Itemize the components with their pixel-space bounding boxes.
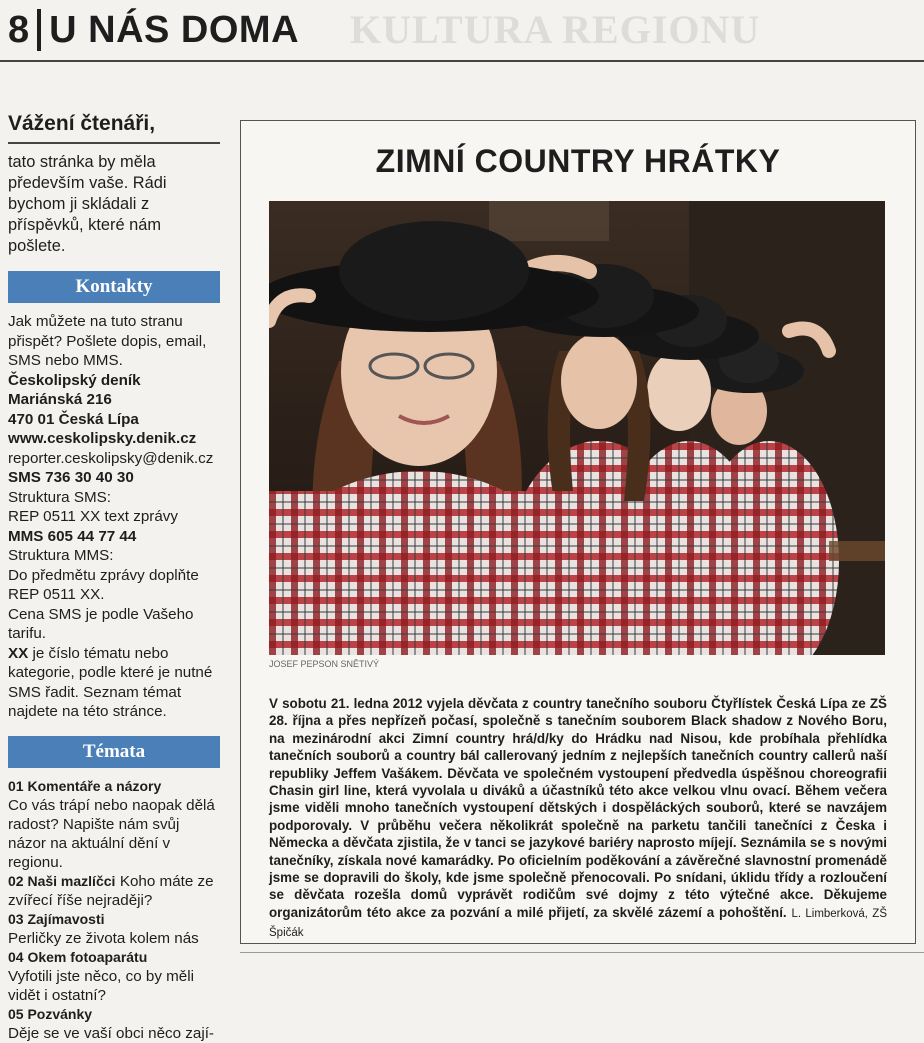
topic-item (8, 872, 220, 910)
contacts-email-link[interactable]: reporter.ceskolipsky@denik.cz (8, 449, 214, 467)
article-body (269, 695, 887, 943)
topic-text: Děje se ve vaší obci něco zají- (8, 1024, 214, 1042)
sms-structure-label: Struktura SMS: (8, 488, 111, 506)
topic-text: Koho máte ze zvířecí říše nejraději? (8, 872, 214, 909)
topic-title: 05 Pozvánky (8, 1005, 93, 1022)
contacts-org: Českolipský deník (8, 371, 141, 389)
photo-credit: JOSEF PEPSON SNĚTIVÝ (269, 659, 380, 669)
bottom-rule (240, 952, 924, 953)
greeting: Vážení čtenáři, (8, 112, 156, 135)
masthead-divider (37, 9, 41, 51)
topic-text: Vyfotili jste něco, co by měli vidět i ostatní? (8, 967, 194, 1004)
price-note: Cena SMS je podle Vašeho tarifu. (8, 605, 194, 642)
topic-title: 04 Okem fotoaparátu (8, 948, 148, 965)
article-body-text: V sobotu 21. ledna 2012 vyjela děvčata z country tanečního souboru Čtyřlístek Česká Lípa ze ZŠ 28. října a přes nepřízeň počasí, společně s tanečním souborem Black shadow z Nového Boru, na mezinárodní akci Zimní country hrá/d/ky do Hrádku nad Nisou, kde probíhala přehlídka tanečních souborů a country bál callerovaný jedním z nejlepších tanečních country callerů naší republiky Jeffem Vašákem. Děvčata ve společném vystoupení předvedla úspěšnou choreografii Chasin girl line, která vyvolala u diváků a účastníků této akce velkou vlnu ovací. Během večera jsme viděli mnoho tanečních vystoupení dětských i dospěláckých souborů, které se navzájem podporovaly. V průběhu večera několikrát společně na parketu tančili tanečníci z Česka i Německa a děvčata zjistila, že v tanci se jazykové bariéry naprosto míjejí. Seznámila se s novými tanečníky, získala nové kamarádky. Po oficielním poděkování a závěrečné slavnostní promenádě jsme se dopravili do školy, kde jsme společně přenocovali. Po snídani, úklidu třídy a rozloučení se děvčata rozešla domů vyprávět rodičům své dojmy z této výtečné akce. Děkujeme organizátorům této akce za pozvání a milé přijetí, za skvělé zázemí a pohoštění. (269, 696, 887, 920)
topic-item (8, 910, 220, 948)
sidebar (8, 112, 220, 1043)
topic-title: 03 Zajímavosti (8, 910, 105, 927)
intro-text: tato stránka by měla především vaše. Rádi bychom ji skládali z příspěvků, které nám pošlete. (8, 153, 167, 255)
topics-heading: Témata (8, 736, 220, 768)
contacts-heading: Kontakty (8, 271, 220, 303)
bleed-through-heading: KULTURA REGIONU (350, 7, 761, 52)
article-photo (269, 201, 885, 655)
contacts-street: Mariánská 216 (8, 391, 112, 408)
xx-note (8, 644, 220, 722)
masthead (8, 6, 299, 54)
photo-illustration (269, 201, 885, 655)
section-title: U NÁS DOMA (49, 8, 300, 51)
xx-note-text: je číslo tématu nebo kategorie, podle které je nutné SMS řadit. Seznam témat najdete na této stránce. (8, 644, 213, 720)
mms-structure: Do předmětu zprávy doplňte REP 0511 XX. (8, 566, 199, 603)
mms-structure-label: Struktura MMS: (8, 547, 114, 564)
mms-number: MMS 605 44 77 44 (8, 527, 137, 545)
topic-item (8, 777, 220, 872)
article-headline: ZIMNÍ COUNTRY HRÁTKY (375, 143, 781, 179)
topic-text: Perličky ze života kolem nás (8, 929, 199, 947)
topic-title: 02 Naši mazlíčci (8, 872, 116, 889)
topic-item (8, 1005, 220, 1043)
sms-number: SMS 736 30 40 30 (8, 469, 134, 486)
topic-title: 01 Komentáře a názory (8, 777, 162, 794)
contacts-block (8, 312, 220, 722)
greeting-rule (8, 142, 220, 144)
masthead-rule (0, 60, 924, 62)
topic-text: Co vás trápí nebo naopak dělá radost? Napište nám svůj názor na aktuální dění v regionu. (8, 796, 215, 871)
article (240, 120, 916, 944)
page-number: 8 (8, 8, 30, 51)
topic-item (8, 948, 220, 1005)
topics-list (8, 777, 220, 1043)
contacts-city: 470 01 Česká Lípa (8, 410, 139, 428)
xx-bold: XX (8, 644, 29, 662)
sms-structure: REP 0511 XX text zprávy (8, 508, 178, 525)
article-signature: L. Limberková, ZŠ Špičák (269, 907, 887, 940)
contacts-web-link[interactable]: www.ceskolipsky.denik.cz (8, 430, 197, 447)
contacts-how-to: Jak můžete na tuto stranu přispět? Pošlete dopis, email, SMS nebo MMS. (8, 313, 207, 369)
